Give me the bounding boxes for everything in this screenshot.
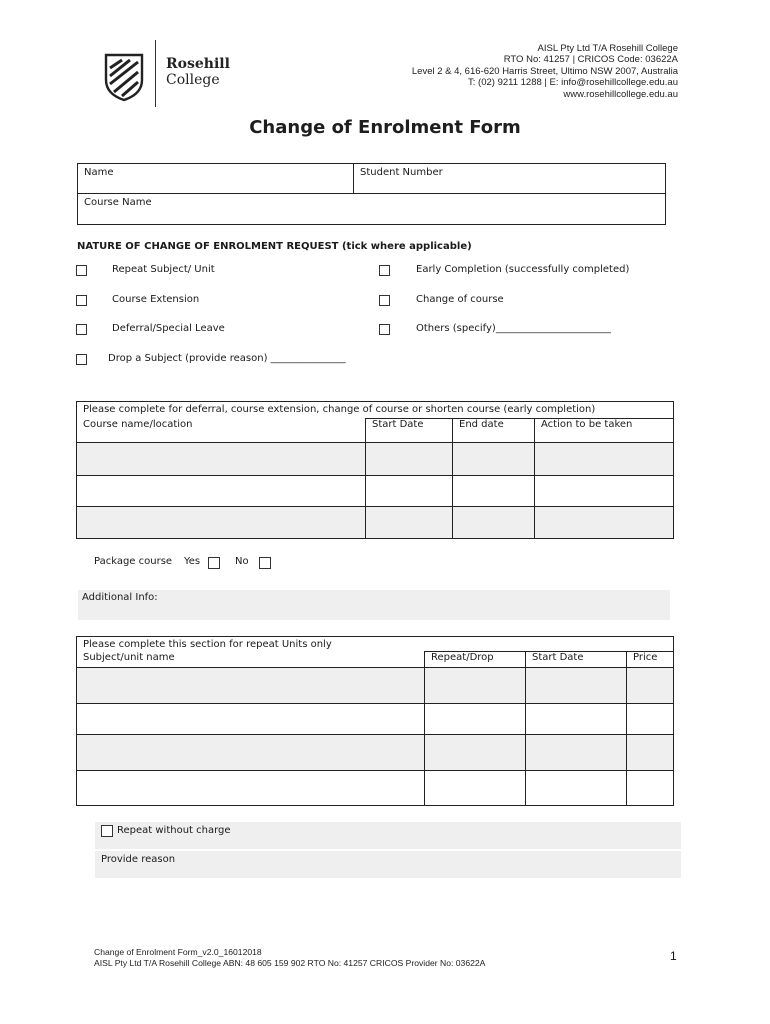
panel-divider [95,849,681,851]
address-line: www.rosehillcollege.edu.au [563,88,678,100]
additional-info-label: Additional Info: [82,592,158,603]
table-row [77,735,674,771]
column-header: End date [453,419,535,443]
address-line: RTO No: 41257 | CRICOS Code: 03622A [503,54,678,66]
address-line: AISL Pty Ltd T/A Rosehill College [537,43,678,54]
course-extension-label: Course Extension [112,294,200,305]
deferral-table [76,401,674,539]
table-cell[interactable] [77,476,366,507]
column-header: Action to be taken [535,419,674,443]
logo-divider [155,40,156,107]
table-cell[interactable] [526,668,627,704]
logo-name-line2: College [166,72,220,88]
college-logo [104,52,144,102]
table-cell[interactable] [425,668,526,704]
repeat-subject-checkbox[interactable] [76,265,87,276]
table-cell[interactable] [453,507,535,539]
table-cell[interactable] [535,476,674,507]
footer-company-info: AISL Pty Ltd T/A Rosehill College ABN: 48 605 159 902 RTO No: 41257 CRICOS Provider No: 03622A [94,958,486,968]
table-cell[interactable] [627,735,674,771]
nature-heading: NATURE OF CHANGE OF ENROLMENT REQUEST (tick where applicable) [77,241,472,252]
student-number-field[interactable] [354,164,666,194]
course-extension-checkbox[interactable] [76,295,87,306]
table-cell[interactable] [453,476,535,507]
repeat-without-charge-label: Repeat without charge [117,825,231,836]
repeat-table-caption: Please complete this section for repeat Units only [77,637,674,652]
deferral-table-caption: Please complete for deferral, course extension, change of course or shorten course (early completion) [77,402,674,419]
drop-subject-label: Drop a Subject (provide reason) _______________ [108,353,346,364]
column-header: Price [627,652,674,668]
change-of-course-label: Change of course [416,294,504,305]
table-cell[interactable] [453,443,535,476]
table-cell[interactable] [535,443,674,476]
table-cell[interactable] [425,735,526,771]
table-cell[interactable] [526,771,627,806]
repeat-without-charge-checkbox[interactable] [101,825,113,837]
table-cell[interactable] [77,704,425,735]
table-cell[interactable] [627,668,674,704]
footer-doc-version: Change of Enrolment Form_v2.0_16012018 [94,947,262,957]
table-cell[interactable] [425,771,526,806]
student-number-label: Student Number [360,167,443,178]
repeat-subject-label: Repeat Subject/ Unit [112,264,215,275]
additional-info-field[interactable] [78,590,670,620]
table-row [77,507,674,539]
table-cell[interactable] [77,668,425,704]
page-number: 1 [670,949,677,963]
table-row [77,476,674,507]
student-details-table [77,163,666,225]
course-name-field[interactable] [78,194,666,225]
table-cell[interactable] [77,735,425,771]
change-of-course-checkbox[interactable] [379,295,390,306]
others-checkbox[interactable] [379,324,390,335]
college-address-block [412,43,678,100]
table-cell[interactable] [77,443,366,476]
package-course-label: Package course [94,556,173,567]
table-cell[interactable] [77,507,366,539]
crest-icon [104,52,144,102]
column-header: Subject/unit name [77,652,425,668]
table-cell[interactable] [77,771,425,806]
address-line: T: (02) 9211 1288 | E: info@rosehillcollege.edu.au [468,77,678,89]
column-header: Start Date [366,419,453,443]
early-completion-label: Early Completion (successfully completed) [416,264,630,275]
table-cell[interactable] [366,443,453,476]
others-label: Others (specify)_______________________ [416,323,611,334]
table-cell[interactable] [535,507,674,539]
page-title: Change of Enrolment Form [249,117,521,138]
repeat-without-charge-panel [95,822,681,878]
name-label: Name [84,167,114,178]
table-cell[interactable] [526,704,627,735]
table-cell[interactable] [366,476,453,507]
column-header: Repeat/Drop [425,652,526,668]
name-field[interactable] [78,164,354,194]
column-header: Start Date [526,652,627,668]
deferral-checkbox[interactable] [76,324,87,335]
address-line: Level 2 & 4, 616-620 Harris Street, Ultimo NSW 2007, Australia [411,65,678,77]
package-yes-label: Yes [184,556,201,567]
course-name-label: Course Name [84,197,152,208]
package-yes-checkbox[interactable] [208,557,220,569]
package-no-label: No [235,556,249,567]
table-cell[interactable] [627,771,674,806]
package-no-checkbox[interactable] [259,557,271,569]
repeat-units-table [76,636,674,806]
table-cell[interactable] [425,704,526,735]
table-row [77,771,674,806]
provide-reason-field[interactable]: Provide reason [101,854,176,865]
table-cell[interactable] [366,507,453,539]
table-cell[interactable] [526,735,627,771]
table-row [77,704,674,735]
table-row [77,668,674,704]
deferral-label: Deferral/Special Leave [112,323,225,334]
drop-subject-checkbox[interactable] [76,354,87,365]
table-row [77,443,674,476]
table-cell[interactable] [627,704,674,735]
column-header: Course name/location [77,419,366,443]
logo-name-line1: Rosehill [166,56,230,72]
early-completion-checkbox[interactable] [379,265,390,276]
